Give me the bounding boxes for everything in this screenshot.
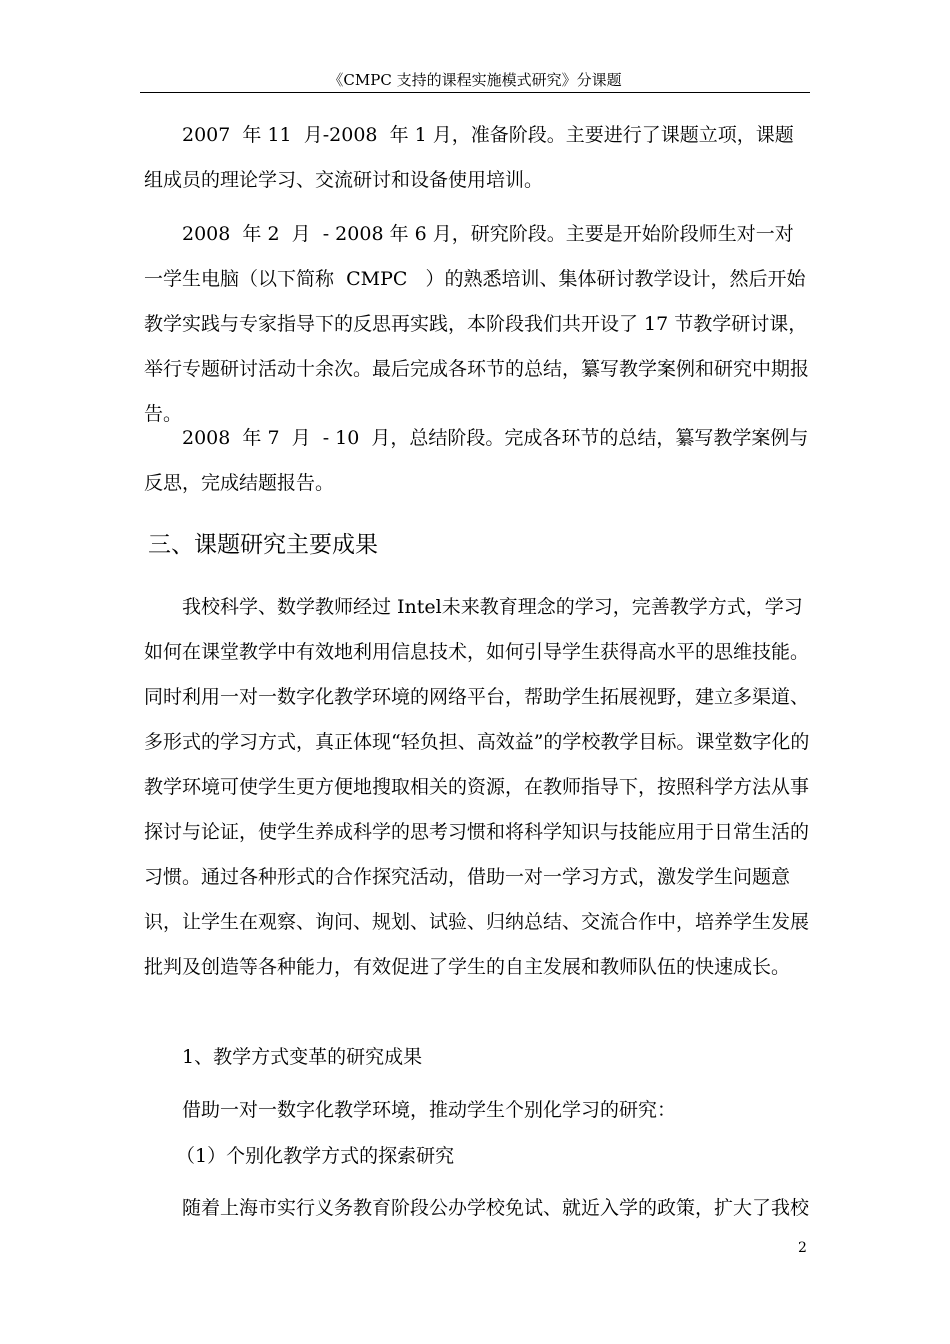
paragraph-research-stage: 2008 年 2 月 - 2008 年 6 月，研究阶段。主要是开始阶段师生对一对一学生电脑（以下简称 CMPC ）的熟悉培训、集体研讨教学设计，然后开始教学实践与专家指导下的反思再实践，本阶段我们共开设了 17 节教学研讨课，举行专题研讨活动十余次。最后完成各环节的总结，纂写教学案例和研究中期报告。	[144, 223, 810, 425]
running-header: 《CMPC 支持的课程实施模式研究》分课题	[328, 71, 622, 89]
paragraph-preparation-stage: 2007 年 11 月-2008 年 1 月，准备阶段。主要进行了课题立项，课题组成员的理论学习、交流研讨和设备使用培训。	[144, 124, 794, 191]
subheading-exploration-research: （1）个别化教学方式的探索研究	[176, 1145, 455, 1167]
paragraph-continuation: 随着上海市实行义务教育阶段公办学校免试、就近入学的政策，扩大了我校	[144, 1197, 810, 1219]
paragraph-main-results: 我校科学、数学教师经过 Intel未来教育理念的学习，完善教学方式，学习如何在课堂教学中有效地利用信息技术，如何引导学生获得高水平的思维技能。同时利用一对一数字化教学环境的网络平台，帮助学生拓展视野，建立多渠道、多形式的学习方式，真正体现“轻负担、高效益”的学校教学目标。课堂数字化的教学环境可使学生更方便地搜取相关的资源，在教师指导下，按照科学方法从事探讨与论证，使学生养成科学的思考习惯和将科学知识与技能应用于日常生活的习惯。通过各种形式的合作探究活动，借助一对一学习方式，激发学生问题意识，让学生在观察、询问、规划、试验、归纳总结、交流合作中，培养学生发展批判及创造等各种能力，有效促进了学生的自主发展和教师队伍的快速成长。	[144, 596, 810, 978]
paragraph-summary-stage: 2008 年 7 月 - 10 月，总结阶段。完成各环节的总结，纂写教学案例与反思，完成结题报告。	[144, 427, 809, 494]
subheading-individualized-learning: 借助一对一数字化教学环境，推动学生个别化学习的研究：	[182, 1099, 677, 1121]
section-heading: 三、课题研究主要成果	[148, 532, 378, 558]
header-divider	[140, 92, 810, 93]
page-number: 2	[798, 1240, 807, 1256]
subheading-teaching-reform: 1、教学方式变革的研究成果	[182, 1046, 423, 1068]
